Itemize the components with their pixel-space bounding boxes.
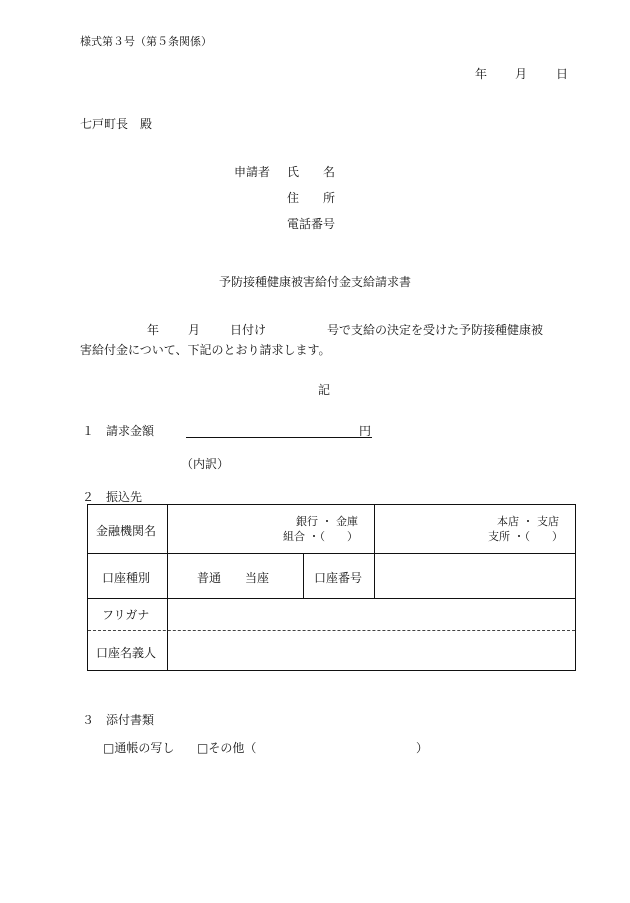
breakdown-label: （内訳）: [181, 457, 230, 471]
date-day-label: 日: [556, 67, 569, 81]
institution-label: 金融機関名: [96, 524, 157, 538]
bank-transfer-table: [87, 504, 576, 671]
date-year-label: 年: [475, 67, 488, 81]
body-text-line2: 害給付金について、下記のとおり請求します。: [80, 343, 331, 357]
applicant-label: 申請者: [234, 165, 271, 179]
bank-types-line2: 組合 ・（ ）: [283, 530, 358, 543]
section3-label: 添付書類: [106, 713, 155, 727]
section1-label: 請求金額: [106, 424, 155, 438]
account-holder-label: 口座名義人: [96, 646, 157, 660]
table-rule: [88, 553, 575, 554]
table-rule: [374, 553, 375, 599]
document-title: 予防接種健康被害給付金支給請求書: [218, 275, 411, 289]
yen-unit: 円: [359, 424, 372, 438]
body-month-label: 月: [188, 323, 201, 337]
attachment-passbook-checkbox[interactable]: □通帳の写し: [103, 741, 175, 755]
applicant-address-label: 住 所: [287, 191, 336, 205]
attachment-other-checkbox[interactable]: □その他（: [197, 741, 257, 755]
branch-line2: 支所 ・（ ）: [488, 530, 563, 543]
form-number: 様式第３号（第５条関係）: [80, 35, 212, 48]
applicant-phone-label: 電話番号: [287, 217, 336, 231]
ki-heading: 記: [317, 383, 330, 397]
section3-number: ３: [82, 713, 95, 727]
section2-number: ２: [82, 490, 95, 504]
date-month-label: 月: [515, 67, 528, 81]
addressee: 七戸町長 殿: [80, 117, 153, 131]
table-rule: [303, 553, 304, 599]
section1-number: １: [82, 424, 95, 438]
table-dashed-rule: [88, 630, 575, 631]
body-day-label: 日付け: [230, 323, 267, 337]
applicant-name-label: 氏 名: [287, 165, 336, 179]
table-rule: [374, 505, 375, 553]
table-rule: [88, 598, 575, 599]
table-rule: [167, 505, 168, 671]
account-type-label: 口座種別: [102, 571, 151, 585]
attachment-other-close-paren: ）: [416, 741, 429, 755]
section2-label: 振込先: [106, 490, 143, 504]
furigana-label: フリガナ: [102, 608, 150, 622]
account-type-options: 普通 当座: [197, 571, 270, 585]
amount-field[interactable]: [186, 422, 372, 438]
body-text-line1: 号で支給の決定を受けた予防接種健康被: [327, 323, 544, 337]
branch-line1: 本店 ・ 支店: [497, 515, 559, 528]
bank-types-line1: 銀行 ・ 金庫: [296, 515, 358, 528]
account-number-label: 口座番号: [314, 571, 363, 585]
body-year-label: 年: [147, 323, 160, 337]
